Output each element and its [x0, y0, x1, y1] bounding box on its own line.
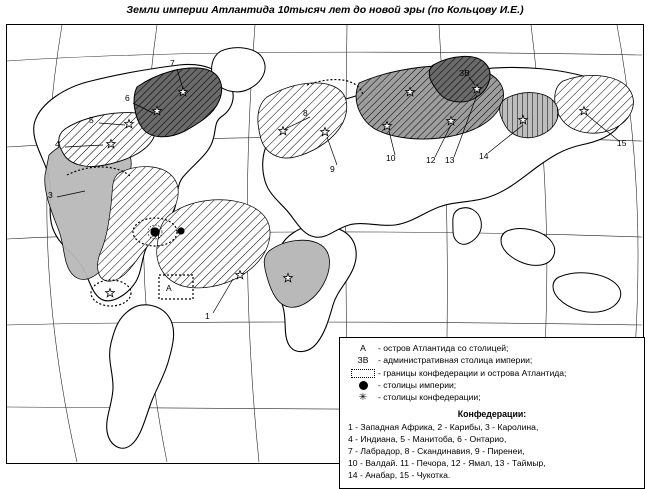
map-label-9: 9 [330, 164, 335, 174]
legend-text-empire-capitals: - столицы империи; [378, 380, 457, 391]
map-label-7: 7 [170, 58, 175, 68]
page-title [0, 4, 650, 16]
legend-row-borders [348, 368, 636, 379]
legend-conf-line-2: 4 - Индиана, 5 - Манитоба, 6 - Онтарио, [348, 434, 507, 445]
map-label-1: 1 [205, 311, 210, 321]
south-america-outline [107, 305, 174, 448]
page-title-source: (по Кольцову И.Е.) [427, 4, 524, 16]
india-outline [453, 208, 482, 245]
legend-confederations-list [348, 422, 636, 481]
map-label-15: 15 [617, 138, 627, 148]
legend-key-zv: ЗВ [357, 355, 369, 366]
legend-conf-line-5: 14 - Анабар, 15 - Чукотка. [348, 469, 451, 480]
australia-outline [553, 273, 621, 313]
legend-conf-line-1: 1 - Западная Африка, 2 - Карибы, 3 - Каролина, [348, 422, 539, 433]
region-hatch-chukotka [555, 75, 634, 133]
legend-text-zv: - административная столица империи; [378, 355, 533, 366]
legend-conf-line-4: 10 - Валдай. 11 - Печора, 12 - Ямал, 13 - Таймыр, [348, 457, 546, 468]
map-label-14: 14 [479, 151, 489, 161]
map-label-10: 10 [386, 153, 396, 163]
legend-text-borders: - границы конфедерации и острова Атлантида; [378, 367, 567, 378]
star-icon: ✳ [358, 392, 368, 404]
map-label-4: 4 [55, 139, 60, 149]
map-label-12: 12 [426, 155, 436, 165]
map-label-8: 8 [303, 108, 308, 118]
legend-text-conf-capitals: - столицы конфедерации; [378, 392, 481, 403]
page-title-main: Земли империи Атлантида 10тысяч лет до новой эры [126, 4, 425, 16]
region-hatch-atlantis-belt [157, 200, 270, 288]
map-label-a: A [166, 283, 172, 293]
map-legend [339, 337, 645, 489]
map-canvas[interactable] [6, 24, 644, 480]
map-label-zv: ЗВ [459, 68, 470, 78]
map-label-5: 5 [89, 115, 94, 125]
legend-row-conf-capitals [348, 392, 636, 403]
legend-row-empire-capitals [348, 380, 636, 391]
map-label-13: 13 [445, 155, 455, 165]
legend-confederations-header: Конфедерации: [457, 408, 527, 419]
legend-row-atlantis [348, 343, 636, 354]
legend-conf-line-3: 7 - Лабрадор, 8 - Скандинавия, 9 - Пиренеи, [348, 446, 525, 457]
legend-key-a: A [360, 342, 366, 353]
filled-circle-icon [348, 380, 378, 391]
map-label-3: 3 [48, 190, 53, 200]
legend-text-a: - остров Атлантида со столицей; [378, 343, 509, 353]
dashed-border-icon [348, 368, 378, 379]
map-label-6: 6 [125, 93, 130, 103]
legend-row-admin-capital [348, 355, 636, 366]
